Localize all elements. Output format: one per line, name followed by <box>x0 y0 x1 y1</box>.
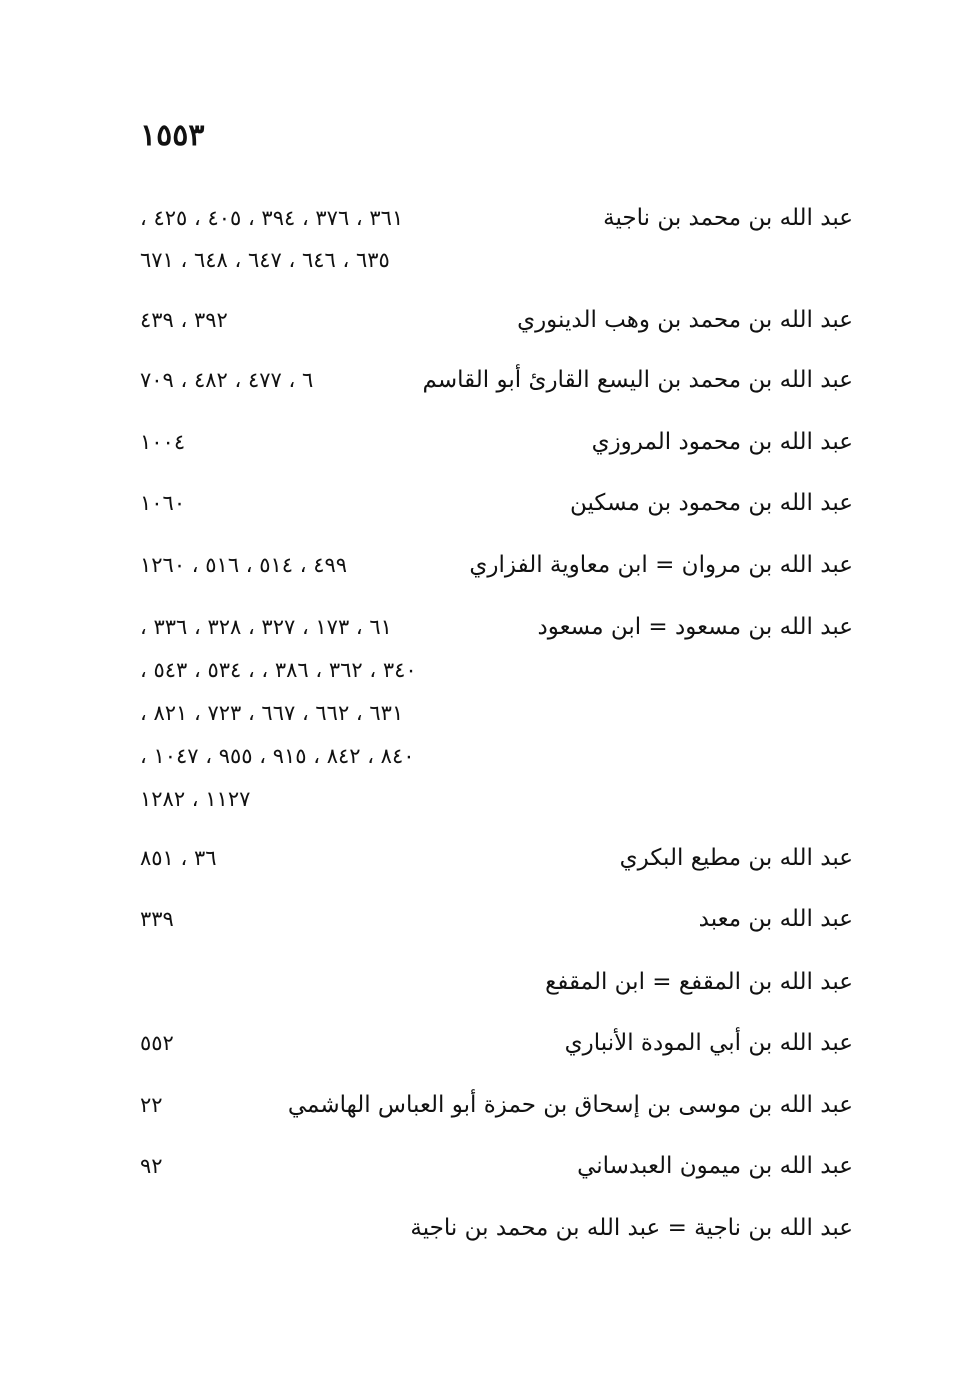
page-refs-line: ٣٦ ، ٨٥١ <box>140 846 217 870</box>
entry-name: عبد الله بن ميمون العبدساني <box>577 1153 853 1179</box>
entry-page-refs <box>140 1089 163 1131</box>
page-refs-line: ٣٩٢ ، ٤٣٩ <box>140 308 228 332</box>
entry-name: عبد الله بن ناجية = عبد الله بن محمد بن ناجية <box>410 1215 853 1241</box>
entry-page-refs <box>140 611 417 826</box>
entry-name: عبد الله بن أبي المودة الأنباري <box>564 1030 853 1056</box>
entry-name: عبد الله بن محمد بن ناجية <box>603 205 853 231</box>
index-entry <box>140 1027 853 1067</box>
page-refs-line: ٩٢ <box>140 1154 163 1178</box>
entry-name: عبد الله بن محمود المروزي <box>591 429 853 455</box>
index-entry <box>140 549 853 589</box>
entry-page-refs <box>140 903 174 945</box>
page-refs-line: ٦٣٥ ، ٦٤٦ ، ٦٤٧ ، ٦٤٨ ، ٦٧١ <box>140 248 390 272</box>
entry-page-refs <box>140 1027 174 1069</box>
entry-name: عبد الله بن محمود بن مسكين <box>569 490 853 516</box>
entry-page-refs <box>140 426 185 468</box>
index-entry <box>140 966 853 1006</box>
index-entry <box>140 202 853 272</box>
page-refs-line: ٥٥٢ <box>140 1031 174 1055</box>
page-refs-line: ٦ ، ٤٧٧ ، ٤٨٢ ، ٧٠٩ <box>140 368 314 392</box>
entry-name: عبد الله بن مروان = ابن معاوية الفزاري <box>469 552 853 578</box>
page-refs-line: ١١٢٧ ، ١٢٨٢ <box>140 787 251 811</box>
page-number: ١٥٥٣ <box>140 118 205 153</box>
page-refs-line: ١٠٠٤ <box>140 430 186 454</box>
page-refs-line: ٣٦١ ، ٣٧٦ ، ٣٩٤ ، ٤٠٥ ، ٤٢٥ ، <box>140 206 404 230</box>
index-entry <box>140 1089 853 1129</box>
entry-page-refs <box>140 202 403 286</box>
entry-name: عبد الله بن مسعود = ابن مسعود <box>537 614 853 640</box>
entry-name: عبد الله بن المقفع = ابن المقفع <box>545 969 853 995</box>
page-refs-line: ١٠٦٠ <box>140 491 186 515</box>
entry-page-refs <box>140 487 185 529</box>
entry-page-refs <box>140 364 313 406</box>
entry-page-refs <box>140 1150 163 1192</box>
index-entry <box>140 611 853 811</box>
index-entry <box>140 364 853 404</box>
page-refs-line: ٦١ ، ١٧٣ ، ٣٢٧ ، ٣٢٨ ، ٣٣٦ ، <box>140 615 392 639</box>
entry-page-refs <box>140 304 228 346</box>
index-entry <box>140 903 853 943</box>
page-refs-line: ٣٤٠ ، ٣٦٢ ، ٣٨٦ ، ، ٥٣٤ ، ٥٤٣ ، <box>140 658 417 682</box>
entry-page-refs <box>140 842 217 884</box>
index-entry <box>140 487 853 527</box>
page-refs-line: ٣٣٩ <box>140 907 174 931</box>
index-entry <box>140 426 853 466</box>
entry-name: عبد الله بن محمد بن وهب الدينوري <box>517 307 853 333</box>
index-entry <box>140 1150 853 1190</box>
entry-name: عبد الله بن موسى بن إسحاق بن حمزة أبو العباس الهاشمي <box>287 1092 853 1118</box>
entry-page-refs <box>140 549 347 591</box>
index-entry <box>140 304 853 344</box>
index-entry <box>140 842 853 882</box>
page-refs-line: ٦٣١ ، ٦٦٢ ، ٦٦٧ ، ٧٢٣ ، ٨٢١ ، <box>140 701 404 725</box>
page-refs-line: ٢٢ <box>140 1093 163 1117</box>
entry-name: عبد الله بن مطيع البكري <box>619 845 853 871</box>
index-entry <box>140 1212 853 1252</box>
entry-name: عبد الله بن معبد <box>698 906 853 932</box>
page-refs-line: ٨٤٠ ، ٨٤٢ ، ٩١٥ ، ٩٥٥ ، ١٠٤٧ ، <box>140 744 415 768</box>
page-refs-line: ٤٩٩ ، ٥١٤ ، ٥١٦ ، ١٢٦٠ <box>140 553 348 577</box>
entry-name: عبد الله بن محمد بن اليسع القارئ أبو القاسم <box>422 367 853 393</box>
